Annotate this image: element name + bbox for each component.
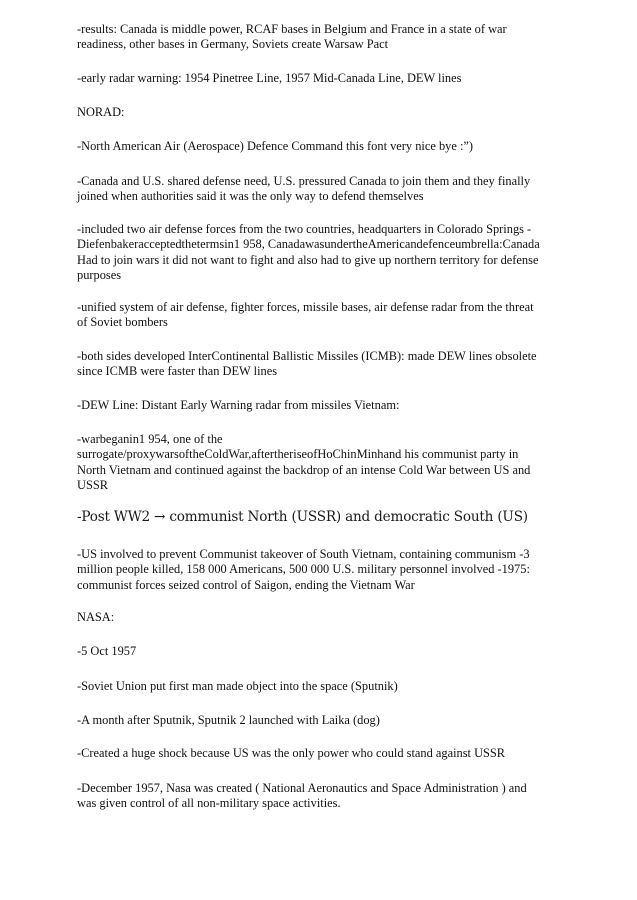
text-line: -December 1957, Nasa was created ( National Aeronautics and Space Administration ) and	[77, 781, 527, 795]
text-line: was given control of all non-military space activities.	[77, 796, 341, 811]
text-line: NASA:	[77, 610, 115, 624]
paragraph-vietnam-war	[77, 432, 569, 493]
text-line: Diefenbakeracceptedthetermsin1 958, CanadawasundertheAmericandefenceumbrella:Canada	[77, 237, 540, 252]
text-line: joined when authorities said it was the only way to defend themselves	[77, 189, 424, 204]
text-line: -early radar warning: 1954 Pinetree Line, 1957 Mid-Canada Line, DEW lines	[77, 71, 462, 85]
text-line: NORAD:	[77, 105, 125, 119]
text-line: -unified system of air defense, fighter forces, missile bases, air defense radar from the threat	[77, 300, 534, 314]
heading-norad	[77, 105, 569, 120]
text-line: USSR	[77, 477, 108, 492]
text-line: -Created a huge shock because US was the only power who could stand against USSR	[77, 746, 506, 760]
text-line: readiness, other bases in Germany, Soviets create Warsaw Pact	[77, 37, 389, 52]
paragraph-sputnik-2	[77, 713, 569, 728]
text-line: since ICMB were faster than DEW lines	[77, 364, 278, 379]
paragraph-early-radar	[77, 71, 569, 86]
text-line: -included two air defense forces from the two countries, headquarters in Colorado Springs -	[77, 222, 532, 236]
text-line: surrogate/proxywarsoftheColdWar,aftertheriseofHoChinMinhand his communist party in	[77, 447, 519, 462]
text-line: -5 Oct 1957	[77, 644, 137, 658]
text-line: -US involved to prevent Communist takeover of South Vietnam, containing communism -3	[77, 547, 530, 561]
text-line: -Soviet Union put first man made object into the space (Sputnik)	[77, 679, 398, 693]
text-line: -North American Air (Aerospace) Defence Command this font very nice bye :”)	[77, 139, 474, 153]
text-line: North Vietnam and continued against the backdrop of an intense Cold War between US and	[77, 462, 531, 477]
paragraph-norad-definition	[77, 139, 569, 154]
paragraph-post-ww2	[77, 510, 569, 525]
heading-nasa	[77, 610, 569, 625]
text-line: Had to join wars it did not want to fight and also had to give up northern territory for defense	[77, 252, 539, 267]
paragraph-date	[77, 644, 569, 659]
paragraph-huge-shock	[77, 746, 569, 761]
paragraph-nasa-created	[77, 781, 569, 812]
paragraph-dew-line	[77, 398, 569, 413]
text-line: -A month after Sputnik, Sputnik 2 launched with Laika (dog)	[77, 713, 380, 727]
paragraph-us-involvement	[77, 547, 569, 593]
text-line: -warbeganin1 954, one of the	[77, 432, 223, 446]
paragraph-sputnik	[77, 679, 569, 694]
paragraph-shared-defense	[77, 174, 569, 205]
paragraph-unified-system	[77, 300, 569, 331]
text-line: -results: Canada is middle power, RCAF bases in Belgium and France in a state of war	[77, 22, 507, 36]
paragraph-results	[77, 22, 569, 53]
text-line: communist forces seized control of Saigon, ending the Vietnam War	[77, 577, 415, 592]
text-line: -Post WW2 → communist North (USSR) and democratic South (US)	[77, 509, 528, 525]
text-line: -Canada and U.S. shared defense need, U.S. pressured Canada to join them and they finally	[77, 174, 531, 188]
text-line: -DEW Line: Distant Early Warning radar from missiles Vietnam:	[77, 398, 400, 412]
text-line: purposes	[77, 267, 122, 282]
text-line: of Soviet bombers	[77, 315, 168, 330]
paragraph-icbm	[77, 349, 569, 380]
text-line: million people killed, 158 000 Americans, 500 000 U.S. military personnel involved -1975:	[77, 562, 530, 577]
paragraph-air-defense-forces	[77, 222, 569, 283]
text-line: -both sides developed InterContinental Ballistic Missiles (ICMB): made DEW lines obsolete	[77, 349, 537, 363]
